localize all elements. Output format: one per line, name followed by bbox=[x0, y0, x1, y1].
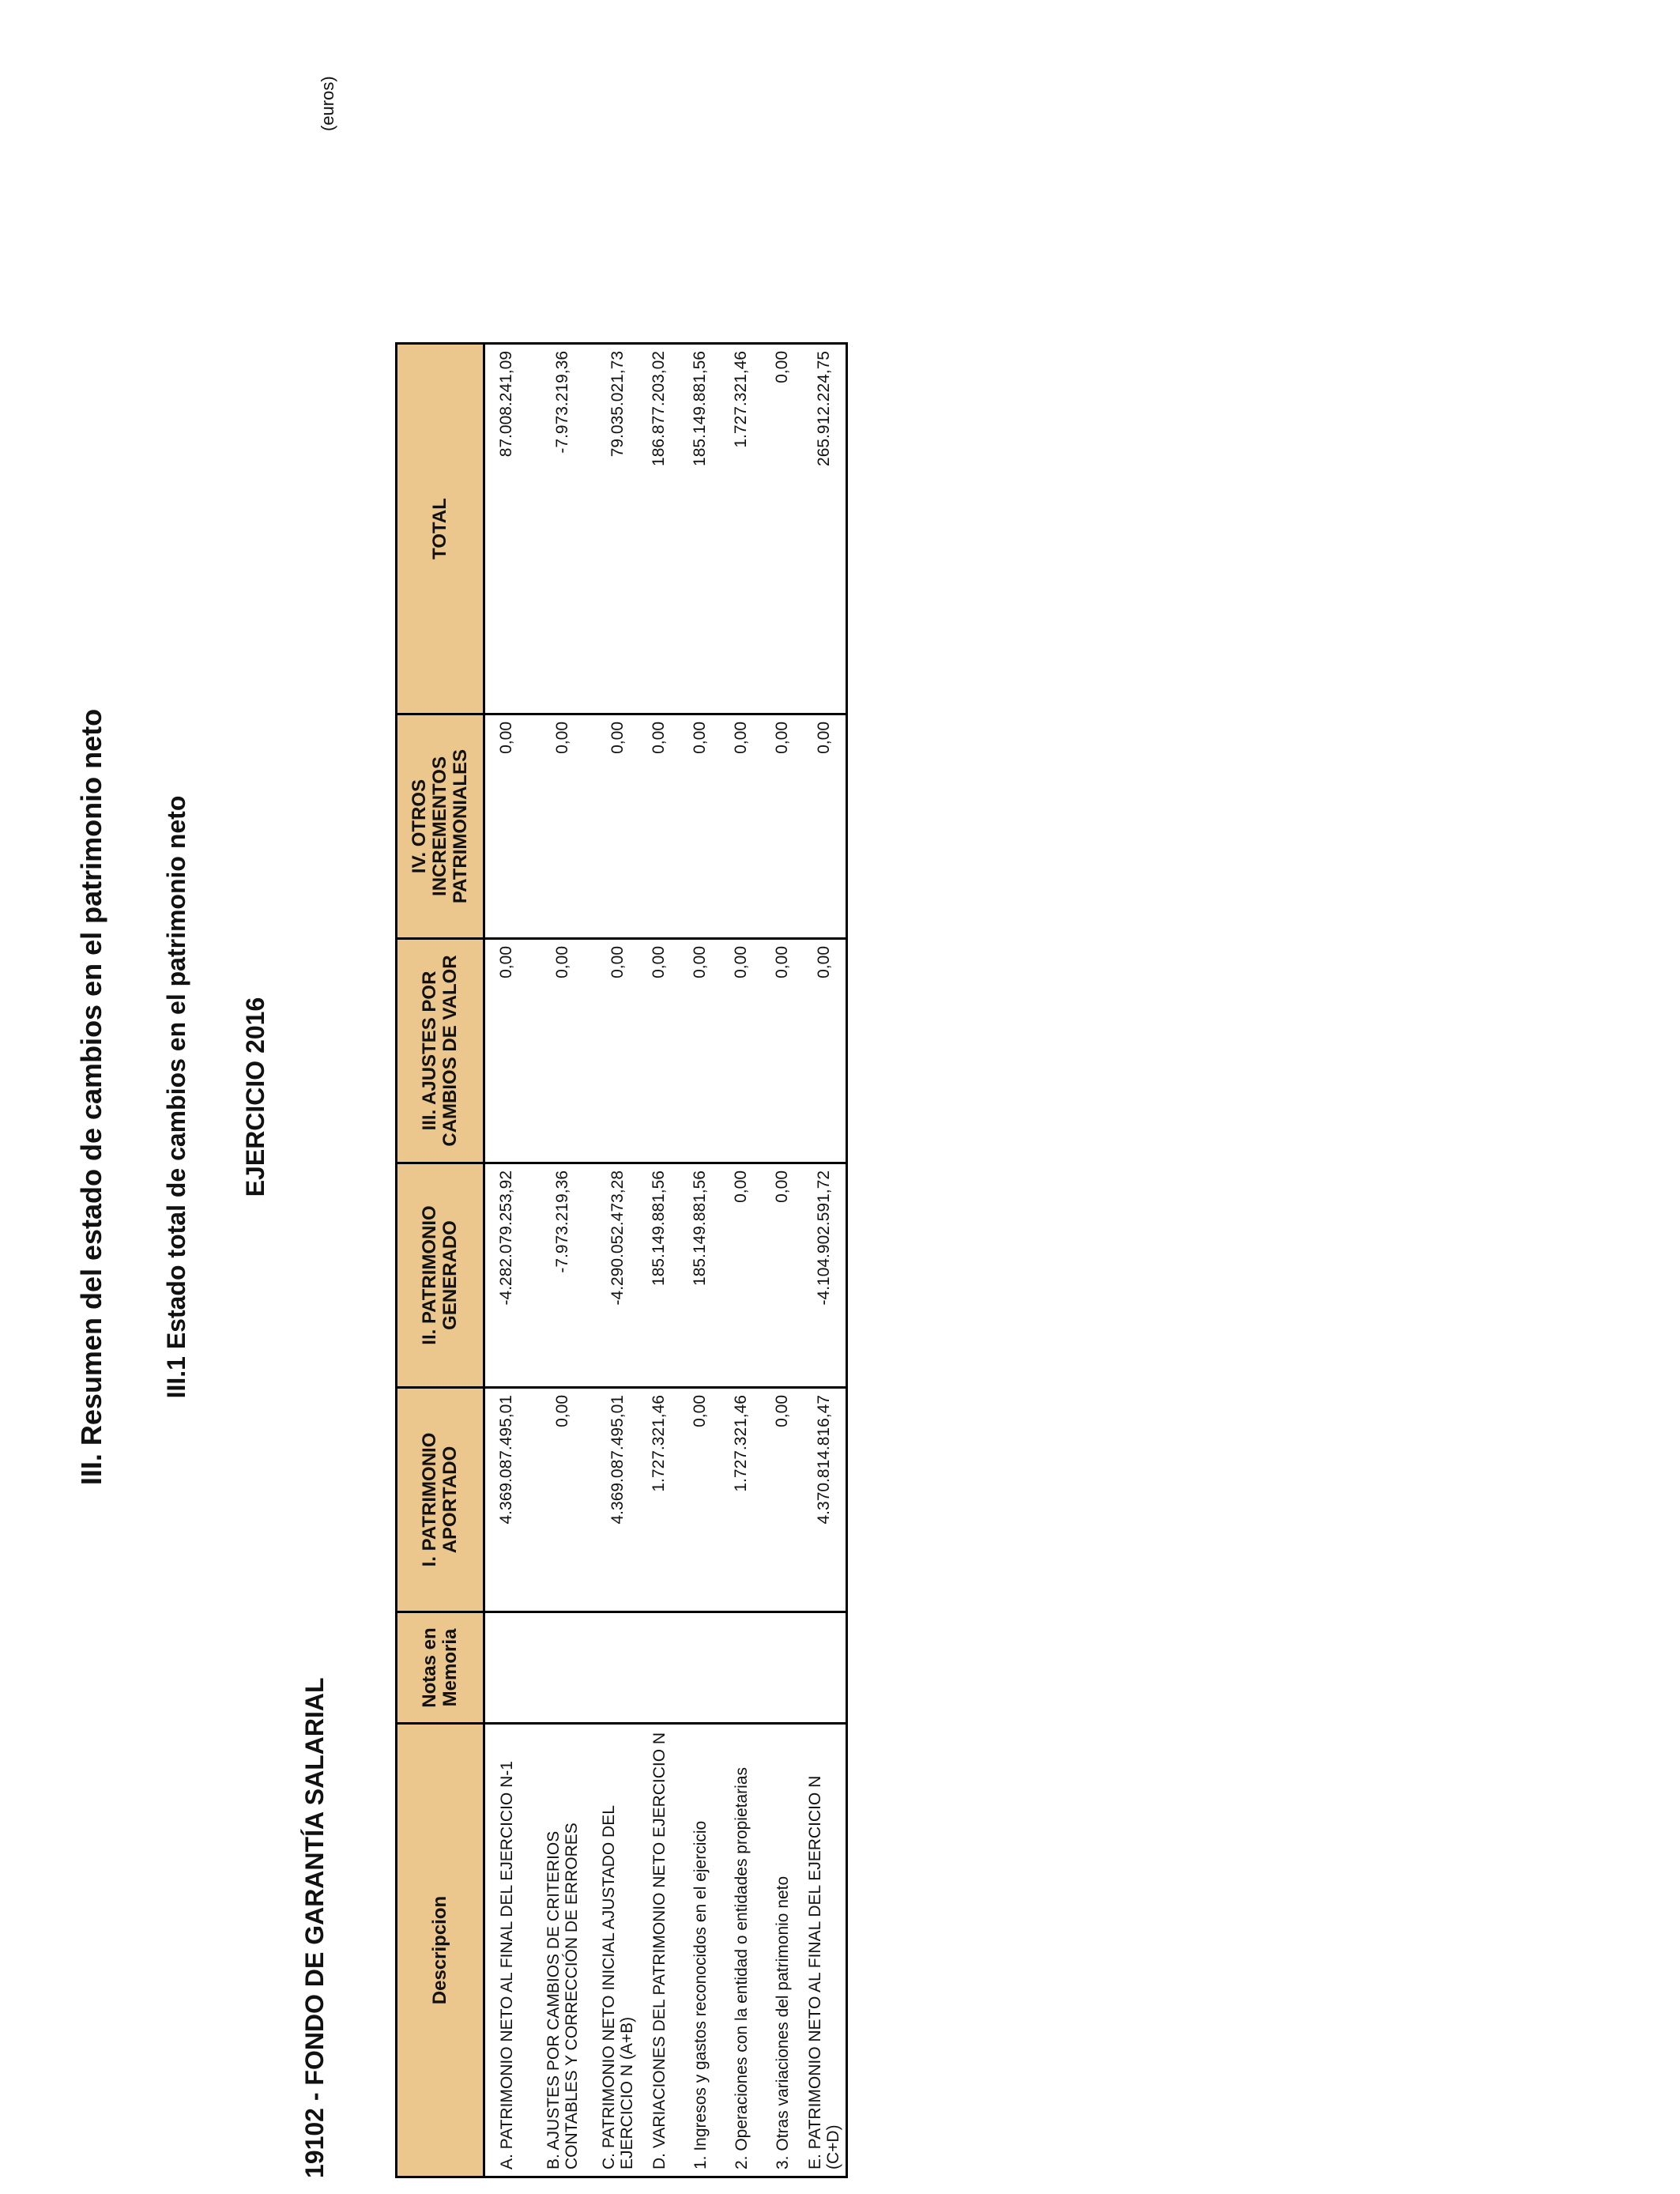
row-notes bbox=[638, 1612, 680, 1724]
row-total: 185.149.881,56 bbox=[680, 344, 721, 714]
row-other-increases: 0,00 bbox=[762, 714, 803, 939]
row-value-adjustments: 0,00 bbox=[721, 939, 762, 1163]
row-other-increases: 0,00 bbox=[484, 714, 529, 939]
table-row bbox=[528, 344, 597, 2177]
row-notes bbox=[762, 1612, 803, 1724]
row-description: 3. Otras variaciones del patrimonio neto bbox=[762, 1724, 803, 2177]
row-other-increases: 0,00 bbox=[803, 714, 847, 939]
row-generated-equity: 185.149.881,56 bbox=[680, 1163, 721, 1388]
table-row bbox=[597, 344, 638, 2177]
row-notes bbox=[803, 1612, 847, 1724]
column-header-description: Descripcion bbox=[397, 1724, 484, 2177]
row-total: 1.727.321,46 bbox=[721, 344, 762, 714]
row-value-adjustments: 0,00 bbox=[762, 939, 803, 1163]
row-value-adjustments: 0,00 bbox=[803, 939, 847, 1163]
row-generated-equity: -7.973.219,36 bbox=[528, 1163, 597, 1388]
table-row bbox=[721, 344, 762, 2177]
row-value-adjustments: 0,00 bbox=[680, 939, 721, 1163]
row-contributed-equity: 4.369.087.495,01 bbox=[597, 1388, 638, 1612]
row-total: 265.912.224,75 bbox=[803, 344, 847, 714]
row-contributed-equity: 1.727.321,46 bbox=[638, 1388, 680, 1612]
row-contributed-equity: 0,00 bbox=[762, 1388, 803, 1612]
row-contributed-equity: 0,00 bbox=[680, 1388, 721, 1612]
row-description: C. PATRIMONIO NETO INICIAL AJUSTADO DEL EJERCICIO N (A+B) bbox=[597, 1724, 638, 2177]
row-description: D. VARIACIONES DEL PATRIMONIO NETO EJERCICIO N bbox=[638, 1724, 680, 2177]
row-total: -7.973.219,36 bbox=[528, 344, 597, 714]
table-row bbox=[638, 344, 680, 2177]
row-other-increases: 0,00 bbox=[597, 714, 638, 939]
table-row bbox=[803, 344, 847, 2177]
row-other-increases: 0,00 bbox=[638, 714, 680, 939]
row-total: 79.035.021,73 bbox=[597, 344, 638, 714]
row-contributed-equity: 4.369.087.495,01 bbox=[484, 1388, 529, 1612]
row-notes bbox=[484, 1612, 529, 1724]
table-header-row bbox=[397, 344, 484, 2177]
row-notes bbox=[597, 1612, 638, 1724]
row-generated-equity: -4.104.902.591,72 bbox=[803, 1163, 847, 1388]
row-generated-equity: -4.282.079.253,92 bbox=[484, 1163, 529, 1388]
column-header-generated-equity: II. PATRIMONIO GENERADO bbox=[397, 1163, 484, 1388]
row-notes bbox=[528, 1612, 597, 1724]
row-description: B. AJUSTES POR CAMBIOS DE CRITERIOS CONTABLES Y CORRECCIÓN DE ERRORES bbox=[528, 1724, 597, 2177]
row-other-increases: 0,00 bbox=[528, 714, 597, 939]
row-total: 87.008.241,09 bbox=[484, 344, 529, 714]
column-header-value-adjustments: III. AJUSTES POR CAMBIOS DE VALOR bbox=[397, 939, 484, 1163]
row-notes bbox=[721, 1612, 762, 1724]
row-value-adjustments: 0,00 bbox=[484, 939, 529, 1163]
row-other-increases: 0,00 bbox=[721, 714, 762, 939]
row-generated-equity: -4.290.052.473,28 bbox=[597, 1163, 638, 1388]
column-header-contributed-equity: I. PATRIMONIO APORTADO bbox=[397, 1388, 484, 1612]
column-header-notes: Notas en Memoria bbox=[397, 1612, 484, 1724]
row-value-adjustments: 0,00 bbox=[528, 939, 597, 1163]
page-title: III. Resumen del estado de cambios en el patrimonio neto bbox=[75, 708, 107, 1486]
equity-changes-table bbox=[395, 342, 848, 2178]
row-value-adjustments: 0,00 bbox=[597, 939, 638, 1163]
row-contributed-equity: 4.370.814.816,47 bbox=[803, 1388, 847, 1612]
table-row bbox=[680, 344, 721, 2177]
column-header-total: TOTAL bbox=[397, 344, 484, 714]
row-generated-equity: 185.149.881,56 bbox=[638, 1163, 680, 1388]
row-total: 186.877.203,02 bbox=[638, 344, 680, 714]
column-header-other-increases: IV. OTROS INCREMENTOS PATRIMONIALES bbox=[397, 714, 484, 939]
row-description: A. PATRIMONIO NETO AL FINAL DEL EJERCICIO N-1 bbox=[484, 1724, 529, 2177]
row-description: 1. Ingresos y gastos reconocidos en el ejercicio bbox=[680, 1724, 721, 2177]
table-row bbox=[762, 344, 803, 2177]
row-value-adjustments: 0,00 bbox=[638, 939, 680, 1163]
row-other-increases: 0,00 bbox=[680, 714, 721, 939]
row-total: 0,00 bbox=[762, 344, 803, 714]
page-subtitle: III.1 Estado total de cambios en el patrimonio neto bbox=[162, 795, 190, 1399]
row-description: 2. Operaciones con la entidad o entidades propietarias bbox=[721, 1724, 762, 2177]
row-contributed-equity: 1.727.321,46 bbox=[721, 1388, 762, 1612]
exercise-heading: EJERCICIO 2016 bbox=[241, 997, 269, 1197]
row-description: E. PATRIMONIO NETO AL FINAL DEL EJERCICIO N (C+D) bbox=[803, 1724, 847, 2177]
row-contributed-equity: 0,00 bbox=[528, 1388, 597, 1612]
currency-unit: (euros) bbox=[318, 76, 337, 131]
row-generated-equity: 0,00 bbox=[721, 1163, 762, 1388]
table-row bbox=[484, 344, 529, 2177]
row-generated-equity: 0,00 bbox=[762, 1163, 803, 1388]
entity-heading: 19102 - FONDO DE GARANTÍA SALARIAL bbox=[300, 1677, 329, 2178]
row-notes bbox=[680, 1612, 721, 1724]
